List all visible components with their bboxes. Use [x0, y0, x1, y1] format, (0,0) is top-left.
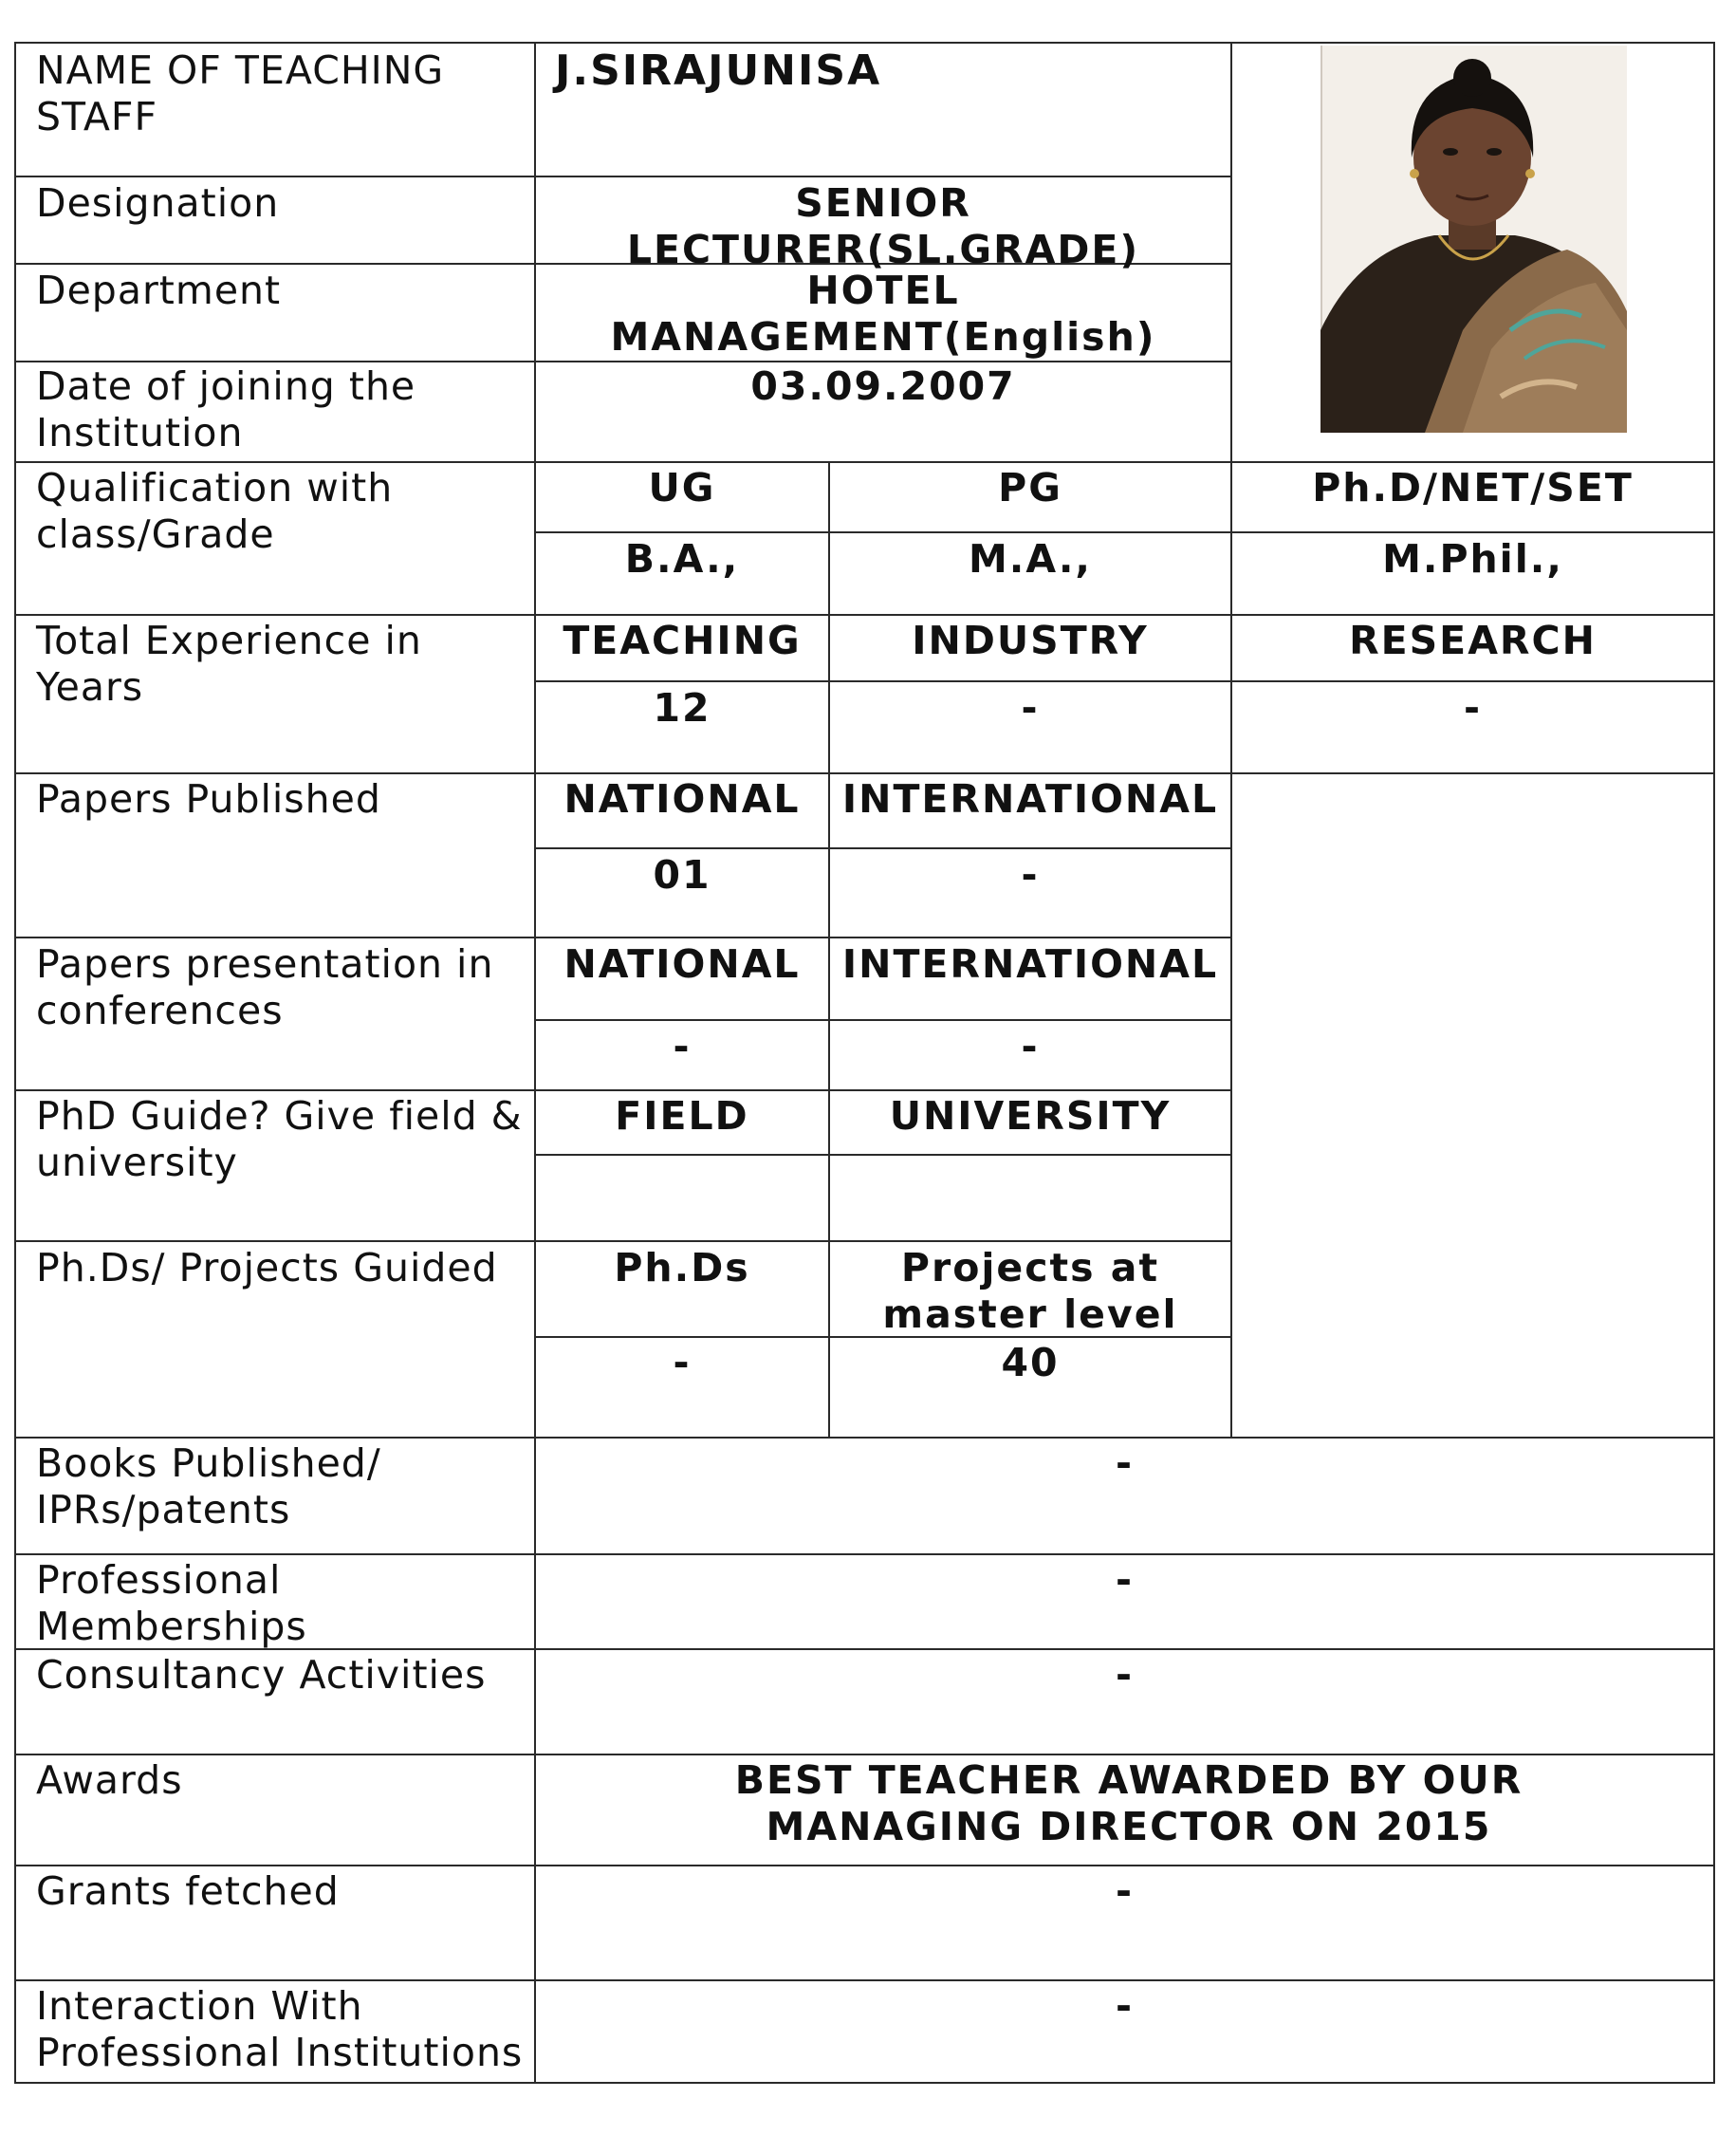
department-value: HOTEL MANAGEMENT(English) [610, 268, 1156, 360]
guide-header-field: FIELD [615, 1093, 749, 1139]
pres-value-national: - [673, 1024, 692, 1069]
papers-presented-label: Papers presentation in conferences [36, 941, 494, 1033]
pres-header-international: INTERNATIONAL [841, 941, 1219, 987]
books-label: Books Published/ IPRs/patents [36, 1440, 381, 1532]
interaction-label: Interaction With Professional Institutions [36, 1983, 524, 2075]
pub-value-international: - [1021, 852, 1040, 898]
qual-header-phd: Ph.D/NET/SET [1312, 465, 1634, 511]
staff-photo [1320, 46, 1627, 433]
guided-header-phds: Ph.Ds [614, 1245, 750, 1290]
guided-value-projects: 40 [1001, 1340, 1060, 1385]
exp-value-research: - [1463, 685, 1483, 731]
staff-name: J.SIRAJUNISA [555, 46, 882, 95]
consultancy-value: - [1115, 1652, 1135, 1698]
memberships-value: - [1115, 1557, 1135, 1603]
department-label: Department [36, 268, 282, 313]
books-value: - [1115, 1440, 1135, 1486]
qual-value-phd: M.Phil., [1382, 536, 1563, 582]
awards-label: Awards [36, 1757, 183, 1803]
interaction-value: - [1115, 1983, 1135, 2029]
pub-header-international: INTERNATIONAL [841, 776, 1219, 822]
designation-value: SENIOR LECTURER(SL.GRADE) [626, 180, 1140, 272]
name-label: NAME OF TEACHING STAFF [36, 47, 445, 139]
phd-guide-label: PhD Guide? Give field & university [36, 1093, 523, 1185]
pres-value-international: - [1021, 1024, 1040, 1069]
qual-value-pg: M.A., [968, 536, 1093, 582]
experience-label: Total Experience in Years [36, 618, 422, 710]
guided-value-phds: - [673, 1340, 692, 1385]
papers-published-label: Papers Published [36, 776, 381, 822]
consultancy-label: Consultancy Activities [36, 1652, 487, 1698]
qual-header-ug: UG [648, 465, 716, 511]
exp-header-research: RESEARCH [1349, 618, 1597, 663]
exp-value-industry: - [1021, 685, 1040, 731]
exp-value-teaching: 12 [653, 685, 711, 731]
grants-label: Grants fetched [36, 1868, 340, 1914]
qual-header-pg: PG [998, 465, 1062, 511]
exp-header-industry: INDUSTRY [912, 618, 1149, 663]
doj-value: 03.09.2007 [750, 363, 1016, 409]
qualification-label: Qualification with class/Grade [36, 465, 394, 557]
guided-header-projects: Projects at master level [882, 1245, 1178, 1337]
exp-header-teaching: TEACHING [563, 618, 802, 663]
pres-header-national: NATIONAL [563, 941, 801, 987]
designation-label: Designation [36, 180, 280, 226]
guide-header-university: UNIVERSITY [889, 1093, 1172, 1139]
doj-label: Date of joining the Institution [36, 363, 416, 455]
grants-value: - [1115, 1868, 1135, 1914]
awards-value: BEST TEACHER AWARDED BY OUR MANAGING DIRECTOR ON 2015 [734, 1757, 1524, 1849]
pub-header-national: NATIONAL [563, 776, 801, 822]
qual-value-ug: B.A., [624, 536, 740, 582]
pub-value-national: 01 [653, 852, 711, 898]
memberships-label: Professional Memberships [36, 1557, 307, 1649]
guided-label: Ph.Ds/ Projects Guided [36, 1245, 498, 1290]
